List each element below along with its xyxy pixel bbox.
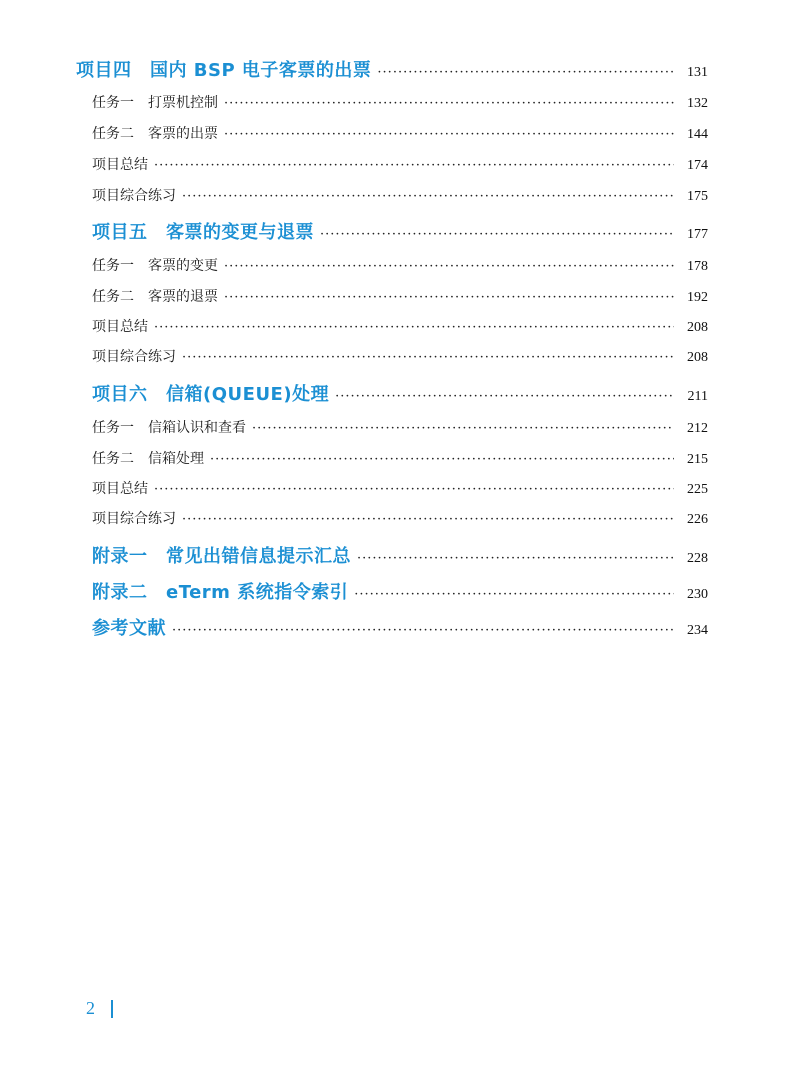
toc-appendix-entry[interactable] [0,578,790,604]
toc-page-number: 192 [687,290,708,305]
dot-leader [182,350,674,365]
dot-leader [224,127,674,142]
toc-page-number: 175 [687,189,708,204]
dot-leader [320,227,674,242]
toc-section-title: 项目总结 [92,157,148,173]
toc-chapter-entry[interactable] [0,56,790,82]
toc-page-number: 230 [687,587,708,602]
toc-section-entry[interactable] [0,417,790,437]
toc-page-number: 228 [687,551,708,566]
toc-page-number: 208 [687,350,708,365]
toc-section-title: 任务一 信箱认识和查看 [92,420,246,436]
dot-leader [224,96,674,111]
toc-page-number: 144 [687,127,708,142]
toc-chapter-title: 附录一 常见出错信息提示汇总 [92,546,351,567]
dot-leader [154,482,674,497]
toc-page-number: 234 [687,623,708,638]
toc-section-entry[interactable] [0,286,790,306]
toc-section-entry[interactable] [0,508,790,528]
dot-leader [354,587,674,602]
toc-chapter-entry[interactable] [0,218,790,244]
dot-leader [252,421,674,436]
toc-section-entry[interactable] [0,185,790,205]
toc-page-number: 178 [687,259,708,274]
toc-section-title: 任务二 客票的退票 [92,289,218,305]
toc-page-number: 174 [687,158,708,173]
toc-section-title: 项目总结 [92,481,148,497]
page-footer [86,998,113,1019]
dot-leader [182,512,674,527]
toc-page-number: 177 [687,227,708,242]
toc-page-number: 208 [687,320,708,335]
toc-section-entry[interactable] [0,448,790,468]
dot-leader [377,65,674,80]
toc-section-entry[interactable] [0,346,790,366]
dot-leader [335,389,674,404]
toc-section-title: 任务二 客票的出票 [92,126,218,142]
toc-page-number: 212 [687,421,708,436]
toc-chapter-title: 项目六 信箱(QUEUE)处理 [92,384,330,405]
toc-section-entry[interactable] [0,92,790,112]
toc-section-title: 任务二 信箱处理 [92,451,204,467]
toc-section-title: 项目综合练习 [92,188,176,204]
dot-leader [224,290,674,305]
toc-page-number: 215 [687,452,708,467]
dot-leader [182,189,674,204]
dot-leader [224,259,674,274]
toc-chapter-entry[interactable] [0,380,790,406]
toc-section-entry[interactable] [0,316,790,336]
toc-page-number: 211 [687,389,708,404]
toc-page-number: 132 [687,96,708,111]
toc-page-number: 225 [687,482,708,497]
dot-leader [210,452,674,467]
toc-section-entry[interactable] [0,478,790,498]
toc-section-entry[interactable] [0,255,790,275]
toc-section-title: 项目总结 [92,319,148,335]
toc-section-title: 项目综合练习 [92,511,176,527]
dot-leader [357,551,674,566]
toc-page-number: 131 [687,65,708,80]
toc-page-number: 226 [687,512,708,527]
toc-section-entry[interactable] [0,154,790,174]
toc-references-entry[interactable] [0,614,790,640]
toc-section-title: 任务一 打票机控制 [92,95,218,111]
toc-chapter-title: 项目四 国内 BSP 电子客票的出票 [76,60,372,81]
toc-chapter-title: 附录二 eTerm 系统指令索引 [92,582,349,603]
dot-leader [154,158,674,173]
dot-leader [154,320,674,335]
footer-page-number: 2 [86,998,95,1018]
toc-section-title: 项目综合练习 [92,349,176,365]
toc-appendix-entry[interactable] [0,542,790,568]
toc-chapter-title: 项目五 客票的变更与退票 [92,222,314,243]
dot-leader [172,623,674,638]
toc-section-title: 任务一 客票的变更 [92,258,218,274]
toc-chapter-title: 参考文献 [92,618,166,639]
toc-section-entry[interactable] [0,123,790,143]
footer-divider [111,1000,113,1018]
